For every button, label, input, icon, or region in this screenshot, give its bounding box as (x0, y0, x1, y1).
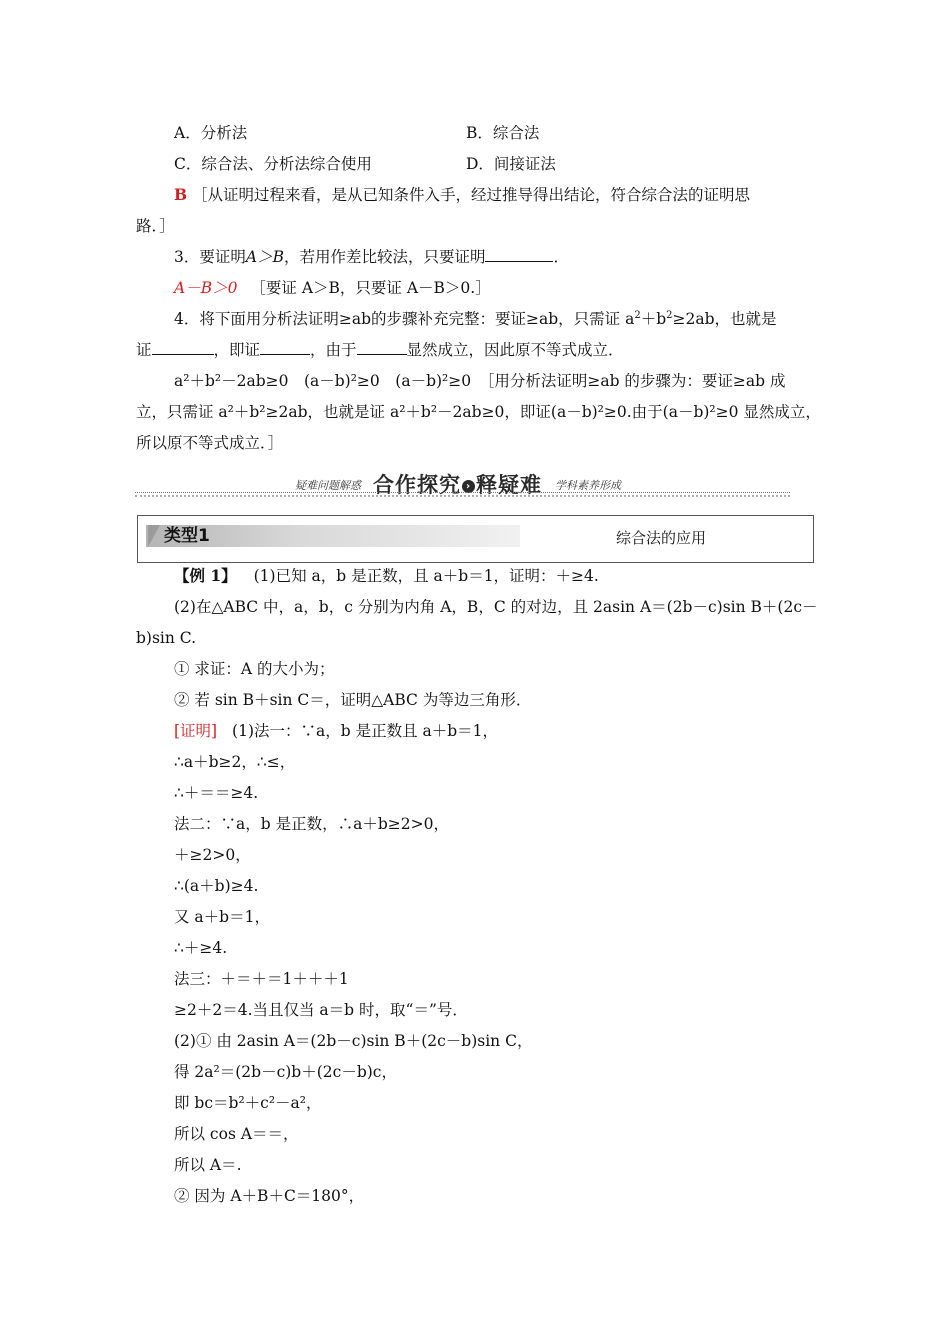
question-3-end: ． (553, 248, 569, 266)
question-4-line-2-b: ，即证 (213, 341, 261, 359)
example-1-text: (1)已知 a，b 是正数，且 a＋b＝1，证明：＋≥4. (253, 567, 599, 585)
proof-line-2: ∴a＋b≥2，∴≤， (174, 753, 296, 771)
banner-title-b: 释疑难 (476, 473, 542, 497)
answer-4-line-3: 所以原不等式成立．］ (136, 434, 284, 452)
example-1-sub-2: ② 若 sin B＋sin C＝，证明△ABC 为等边三角形． (174, 691, 532, 709)
proof-line-11: (2)① 由 2asin A＝(2b－c)sin B＋(2c－b)sin C， (174, 1032, 533, 1050)
banner-right-caption: 学科素养形成 (555, 479, 621, 492)
type-tab-corner (148, 525, 160, 547)
question-3-part-c: ，若用作差比较法，只要证明 (283, 248, 486, 266)
answer-2-explanation: ［从证明过程来看，是从已知条件入手，经过推导得出结论，符合综合法的证明思 (192, 186, 751, 204)
question-4-line-2-c: ，由于 (310, 341, 357, 359)
section-banner (135, 468, 790, 498)
example-1-sub-1: ① 求证：A 的大小为； (174, 660, 335, 678)
question-4: 4．将下面用分析法证明≥ab的步骤补充完整：要证≥ab，只需证 $a^2+b^2\ge 2ab$，也就是 (174, 310, 777, 328)
proof-line-5: ＋≥2>0， (174, 846, 251, 864)
proof-line-15: 所以 A＝. (174, 1156, 242, 1174)
type-box (137, 515, 814, 563)
answer-2-letter: B (174, 185, 188, 204)
option-c: C．综合法、分析法综合使用 (174, 155, 372, 173)
proof-line-7: 又 a＋b＝1， (174, 908, 270, 926)
question-3-part-a: 3．要证明 (174, 248, 246, 266)
banner-left-caption: 疑难问题解惑 (295, 479, 361, 492)
proof-line-13: 即 bc＝b²＋c²－a²， (174, 1094, 322, 1112)
question-4-part-a: 4．将下面用分析法证明≥ab的步骤补充完整：要证≥ab，只需证 a (174, 310, 635, 328)
question-4-part-b: ＋b (640, 310, 667, 328)
answer-3-result: A－B＞0 (174, 279, 238, 297)
proof-line-1 (174, 721, 498, 741)
question-4-part-c: ≥2ab，也就是 (672, 310, 777, 328)
answer-4-line-1: a²＋b²－2ab≥0 (a－b)²≥0 (a－b)²≥0 ［用分析法证明≥ab 的步骤为：要证≥ab 成 (174, 372, 786, 390)
example-head: 【例 1】 (174, 566, 237, 585)
example-1-part-2: (2)在△ABC 中，a，b，c 分别为内角 A，B，C 的对边，且 2asin A＝(2b－c)sin B＋(2c－ (174, 598, 818, 616)
option-d: D．间接证法 (466, 155, 556, 173)
answer-blank (152, 340, 214, 355)
example-1-part-1 (174, 566, 599, 586)
type-title: 综合法的应用 (616, 529, 707, 547)
answer-2 (174, 185, 750, 205)
question-4-line-2 (136, 340, 624, 360)
question-3 (174, 247, 569, 267)
proof-line-9: 法三：＋＝＋＝1＋＋＋1 (174, 970, 349, 988)
proof-line-12: 得 2a²＝(2b－c)b＋(2c－b)c， (174, 1063, 397, 1081)
proof-line-3: ∴＋＝＝≥4. (174, 784, 259, 802)
example-1-part-2-cont: b)sin C. (136, 629, 197, 647)
question-4-line-2-d: 显然成立，因此原不等式成立． (406, 341, 624, 359)
proof-line-16: ② 因为 A＋B＋C＝180°， (174, 1187, 365, 1205)
proof-line-1-text: (1)法一：∵a，b 是正数且 a＋b＝1， (232, 722, 499, 740)
answer-blank (357, 340, 407, 355)
answer-2-continued: 路．］ (136, 217, 175, 235)
type-label: 类型1 (164, 526, 210, 546)
proof-line-6: ∴(a＋b)≥4. (174, 877, 259, 895)
option-a: A．分析法 (174, 124, 248, 142)
answer-3-explanation: ［要证 A＞B，只要证 A－B＞0.］ (250, 279, 491, 297)
banner-divider-shadow (135, 495, 790, 497)
option-b: B．综合法 (466, 124, 540, 142)
question-4-line-2-a: 证 (136, 341, 152, 359)
proof-line-8: ∴＋≥4. (174, 939, 228, 957)
proof-tag: [证明] (174, 722, 218, 740)
answer-3 (174, 278, 491, 298)
banner-divider (135, 492, 790, 493)
answer-blank (485, 247, 553, 262)
question-3-part-b: A＞B (245, 248, 284, 266)
answer-4-line-2: 立，只需证 a²＋b²≥2ab，也就是证 a²＋b²－2ab≥0，即证(a－b)²≥0.由于(a－b)²≥0 显然成立， (136, 403, 821, 421)
arrow-icon: › (462, 480, 475, 493)
banner-title-a: 合作探究 (373, 473, 461, 497)
answer-blank (260, 340, 310, 355)
proof-line-4: 法二：∵a，b 是正数，∴a＋b≥2>0， (174, 815, 449, 833)
proof-line-10: ≥2＋2＝4.当且仅当 a＝b 时，取“＝”号． (174, 1001, 468, 1019)
proof-line-14: 所以 cos A＝＝， (174, 1125, 299, 1143)
